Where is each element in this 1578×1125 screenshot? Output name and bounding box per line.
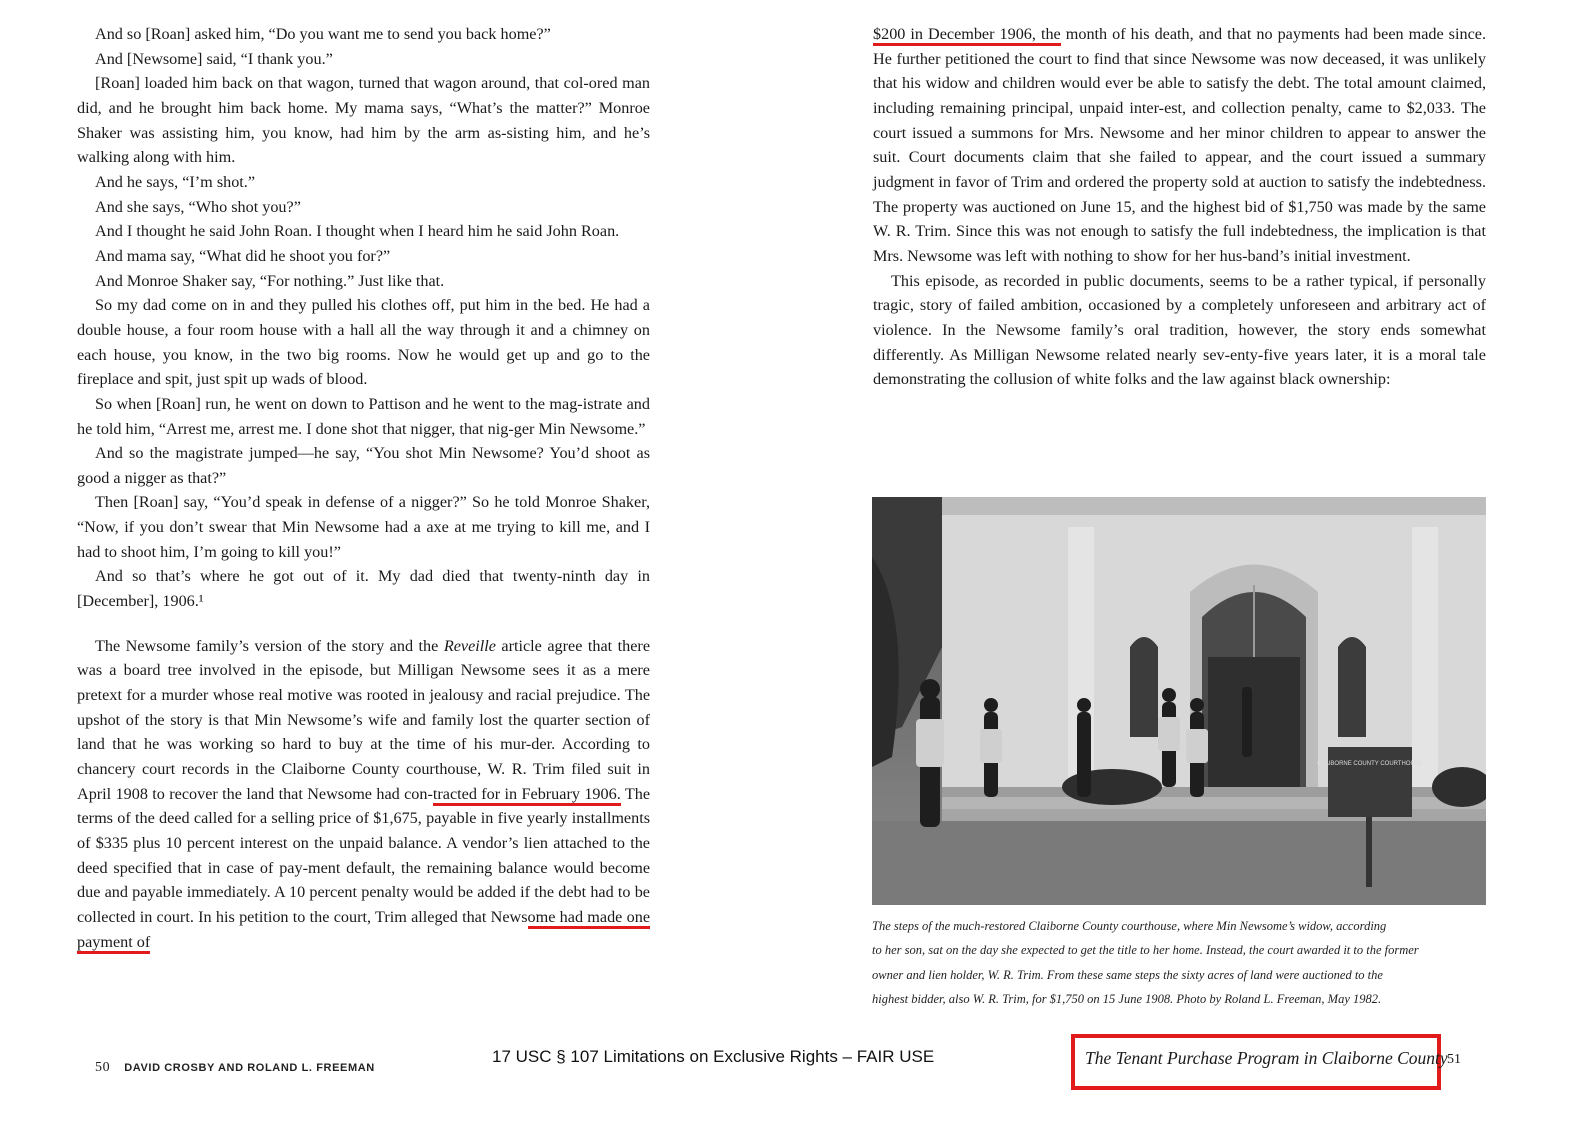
highlight-february-1906: tracted for in February 1906.	[433, 785, 621, 806]
right-page-text	[873, 22, 1486, 392]
paragraph: [Roan] loaded him back on that wagon, turned that wagon around, that col-ored man did, and he brought him back home. My mama says, “What’s the matter?” Monroe Shaker was assisting him, you know, had him by the arm as-sisting him, and he’s walking along with him.	[77, 74, 650, 167]
paragraph: And mama say, “What did he shoot you for?”	[95, 246, 391, 265]
photo-caption	[872, 914, 1486, 1011]
caption-line: owner and lien holder, W. R. Trim. From these same steps the sixty acres of land were auctioned to the	[872, 967, 1383, 982]
text-run: The terms of the deed called for a selling price of $1,675, payable in five yearly installments of $335 plus 10 percent interest on the unpaid balance. A vendor’s lien attached to the deed specified that in case of pay-ment default, the remaining balance would become due and payable immediately. A 10 percent penalty would be added if the debt had to be collected in court. In his petition to the court, Trim alleged that News	[77, 784, 651, 926]
caption-line: to her son, sat on the day she expected to get the title to her home. Instead, the court awarded it to the former	[872, 943, 1419, 958]
continued-paragraph	[873, 22, 1486, 269]
caption-line: The steps of the much-restored Claiborne County courthouse, where Min Newsome’s widow, according	[872, 919, 1387, 933]
paragraph: Then [Roan] say, “You’d speak in defense of a nigger?” So he told Monroe Shaker, “Now, if you don’t swear that Min Newsome had a axe at me trying to kill me, and I had to shoot him, I’m going to kill you!”	[77, 493, 650, 561]
page-number: 50	[95, 1060, 111, 1075]
fair-use-notice: 17 USC § 107 Limitations on Exclusive Rights – FAIR USE	[492, 1047, 935, 1066]
running-head-title: The Tenant Purchase Program in Claiborne County	[1085, 1048, 1448, 1068]
caption-line: highest bidder, also W. R. Trim, for $1,750 on 15 June 1908. Photo by Roland L. Freeman, May 1982.	[872, 991, 1382, 1006]
paragraph: So my dad come on in and they pulled his clothes off, put him in the bed. He had a double house, a four room house with a hall all the way through it and a chimney on each house, you know, in the two big rooms. Now he would get up and go to the fireplace and spit, just spit up wads of blood.	[77, 296, 650, 389]
page-number: 51	[1447, 1052, 1461, 1067]
paragraph: And he says, “I’m shot.”	[95, 172, 256, 191]
text-run: The Newsome family’s version of the story and the	[95, 636, 444, 655]
paragraph: So when [Roan] run, he went on down to Pattison and he went to the mag-istrate and he told him, “Arrest me, arrest me. I done shot that nigger, that nig-ger Min Newsome.”	[77, 394, 650, 438]
paragraph: And so the magistrate jumped—he say, “You shot Min Newsome? You’d shoot as good a nigger as that?”	[77, 444, 650, 487]
paragraph: And so that’s where he got out of it. My dad died that twenty-ninth day in [December], 1906.¹	[77, 567, 650, 611]
left-footer	[95, 1060, 375, 1076]
text-run: article agree that there was a board tree involved in the episode, but Milligan Newsome sees it as a mere pretext for a murder whose real motive was rooted in jealousy and racial prejudice. The upshot of the story is that Min Newsome’s wife and family lost the quarter section of land that he was working so hard to buy at the time of his mur-der. According to chancery court records in the Claiborne County courthouse, W. R. Trim filed suit in April 1908 to recover the land that Newsome had con-	[77, 636, 650, 803]
paragraph: This episode, as recorded in public documents, seems to be a rather typical, if personally tragic, story of failed ambition, occasioned by a completely unforeseen and arbitrary act of violence. In the Newsome family’s oral tradition, however, the story ends somewhat differently. As Milligan Newsome related nearly sev-enty-five years later, it is a moral tale demonstrating the collusion of white folks and the law against black ownership:	[873, 271, 1486, 389]
courthouse-photo-drawing	[872, 497, 1486, 905]
text-run: month of his death, and that no payments had been made since. He further petitioned the court to find that since Newsome was now deceased, it was unlikely that his widow and children would ever be able to satisfy the debt. The total amount claimed, including remaining principal, unpaid inter-est, and collection penalty, came to $2,033. The court issued a summons for Mrs. Newsome and her minor children to appear to answer the suit. Court documents claim that she failed to appear, and the court issued a summary judgment in favor of Trim and ordered the property sold at auction to satisfy the indebtedness. The property was auctioned on June 15, and the highest bid of $1,750 was made by the same W. R. Trim. Since this was not enough to satisfy the full indebtedness, the implication is that Mrs. Newsome was left with nothing to show for her hus-band’s initial investment.	[873, 25, 1486, 265]
marker-sign-text: CLAIBORNE COUNTY COURTHOUSE	[1317, 761, 1423, 767]
narrative-paragraph	[77, 634, 650, 955]
paragraph: And she says, “Who shot you?”	[95, 197, 301, 216]
running-head-authors: DAVID CROSBY AND ROLAND L. FREEMAN	[124, 1062, 375, 1074]
reveille-title: Reveille	[443, 636, 496, 655]
left-page-text	[77, 22, 650, 954]
paragraph: And Monroe Shaker say, “For nothing.” Just like that.	[95, 271, 445, 290]
paragraph: And so [Roan] asked him, “Do you want me to send you back home?”	[95, 25, 551, 43]
paragraph: And [Newsome] said, “I thank you.”	[95, 49, 333, 68]
highlight-december-1906: $200 in December 1906, the	[873, 25, 1061, 46]
courthouse-photo	[872, 497, 1486, 905]
paragraph: And I thought he said John Roan. I thought when I heard him he said John Roan.	[95, 222, 620, 241]
highlight-one-payment: ome had made one payment of	[77, 908, 650, 954]
